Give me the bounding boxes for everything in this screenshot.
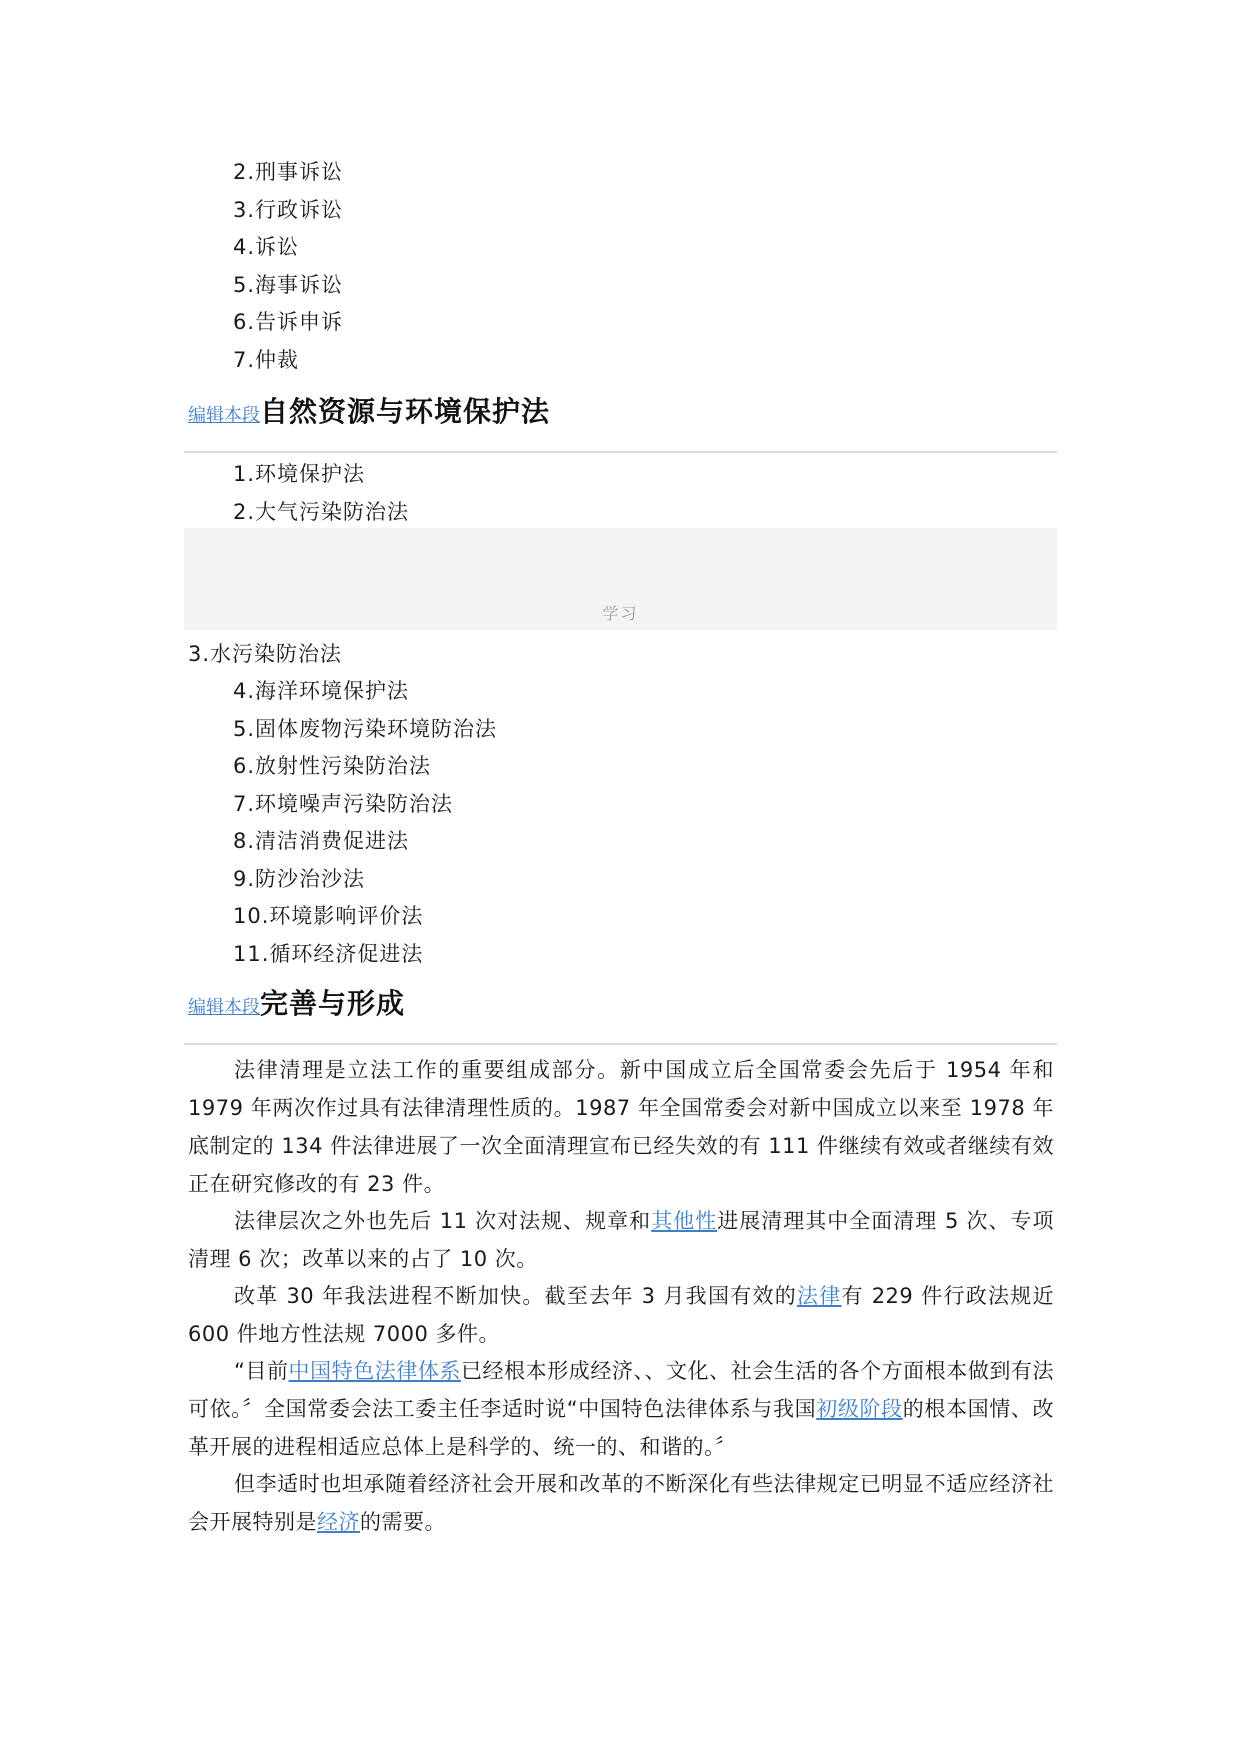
ad-banner[interactable] bbox=[184, 528, 1057, 630]
link-primary-stage[interactable]: 初级阶段 bbox=[816, 1397, 903, 1421]
section-heading-environment bbox=[188, 390, 550, 430]
paragraph-text: 改革 30 年我法进程不断加快。截至去年 3 月我国有效的 bbox=[234, 1284, 797, 1308]
paragraph bbox=[188, 1277, 1054, 1353]
section-heading-improvement bbox=[188, 982, 405, 1022]
list-item: 4.诉讼 bbox=[233, 235, 300, 259]
paragraph-text: 进展清理其中全面清理 5 次、专项清理 6 次；改革以来的占了 10 次。 bbox=[188, 1209, 1055, 1271]
paragraph-text: “目前 bbox=[234, 1359, 289, 1383]
list-item: 2.刑事诉讼 bbox=[233, 160, 344, 184]
ad-label: 学习 bbox=[602, 604, 639, 623]
paragraph-text: 有 229 件行政法规近 600 件地方性法规 7000 多件。 bbox=[188, 1284, 1054, 1346]
paragraph-text: 已经根本形成经济、、文化、社会生活的各个方面根本做到有法可依。〞全国常委会法工委主任李适时说“中国特色法律体系与我国 bbox=[188, 1359, 1054, 1421]
list-item: 6.告诉申诉 bbox=[233, 310, 344, 334]
link-economy[interactable]: 经济 bbox=[317, 1510, 360, 1534]
list-item: 8.清洁消费促进法 bbox=[233, 829, 410, 853]
section-divider bbox=[184, 1043, 1057, 1045]
edit-section-link[interactable]: 编辑本段 bbox=[188, 405, 260, 426]
list-item: 1.环境保护法 bbox=[233, 462, 366, 486]
paragraph bbox=[188, 1202, 1054, 1278]
paragraph bbox=[188, 1465, 1054, 1541]
paragraph-text: 但李适时也坦承随着经济社会开展和改革的不断深化有些法律规定已明显不适应经济社会开展特别是 bbox=[188, 1472, 1054, 1534]
list-item: 3.行政诉讼 bbox=[233, 198, 344, 222]
list-item: 9.防沙治沙法 bbox=[233, 867, 366, 891]
paragraph-text: 法律层次之外也先后 11 次对法规、规章和 bbox=[234, 1209, 652, 1233]
section-title: 完善与形成 bbox=[260, 987, 406, 1020]
list-item: 5.固体废物污染环境防治法 bbox=[233, 717, 498, 741]
list-item: 11.循环经济促进法 bbox=[233, 942, 424, 966]
section-title: 自然资源与环境保护法 bbox=[260, 395, 551, 428]
paragraph: 法律清理是立法工作的重要组成部分。新中国成立后全国常委会先后于 1954 年和 1979 年两次作过具有法律清理性质的。1987 年全国常委会对新中国成立以来至 1978 年底制定的 134 件法律进展了一次全面清理宣布已经失效的有 111 件继续有效或者继续有效正在研究修改的有 23 件。 bbox=[188, 1058, 1054, 1196]
list-item: 10.环境影响评价法 bbox=[233, 904, 424, 928]
list-item: 7.环境噪声污染防治法 bbox=[233, 792, 454, 816]
link-other[interactable]: 其他性 bbox=[651, 1209, 718, 1233]
paragraph bbox=[188, 1352, 1054, 1466]
paragraph-text: 的需要。 bbox=[360, 1510, 446, 1534]
edit-section-link[interactable]: 编辑本段 bbox=[188, 997, 260, 1018]
list-item: 6.放射性污染防治法 bbox=[233, 754, 432, 778]
paragraph-text: 的根本国情、改革开展的进程相适应总体上是科学的、统一的、和谐的。〞 bbox=[188, 1397, 1055, 1459]
section-divider bbox=[184, 451, 1057, 453]
list-item: 2.大气污染防治法 bbox=[233, 500, 410, 524]
list-item: 5.海事诉讼 bbox=[233, 273, 344, 297]
list-item: 3.水污染防治法 bbox=[188, 642, 343, 666]
list-item: 7.仲裁 bbox=[233, 348, 300, 372]
link-legal-system[interactable]: 中国特色法律体系 bbox=[288, 1359, 461, 1383]
link-law[interactable]: 法律 bbox=[796, 1284, 842, 1308]
list-item: 4.海洋环境保护法 bbox=[233, 679, 410, 703]
